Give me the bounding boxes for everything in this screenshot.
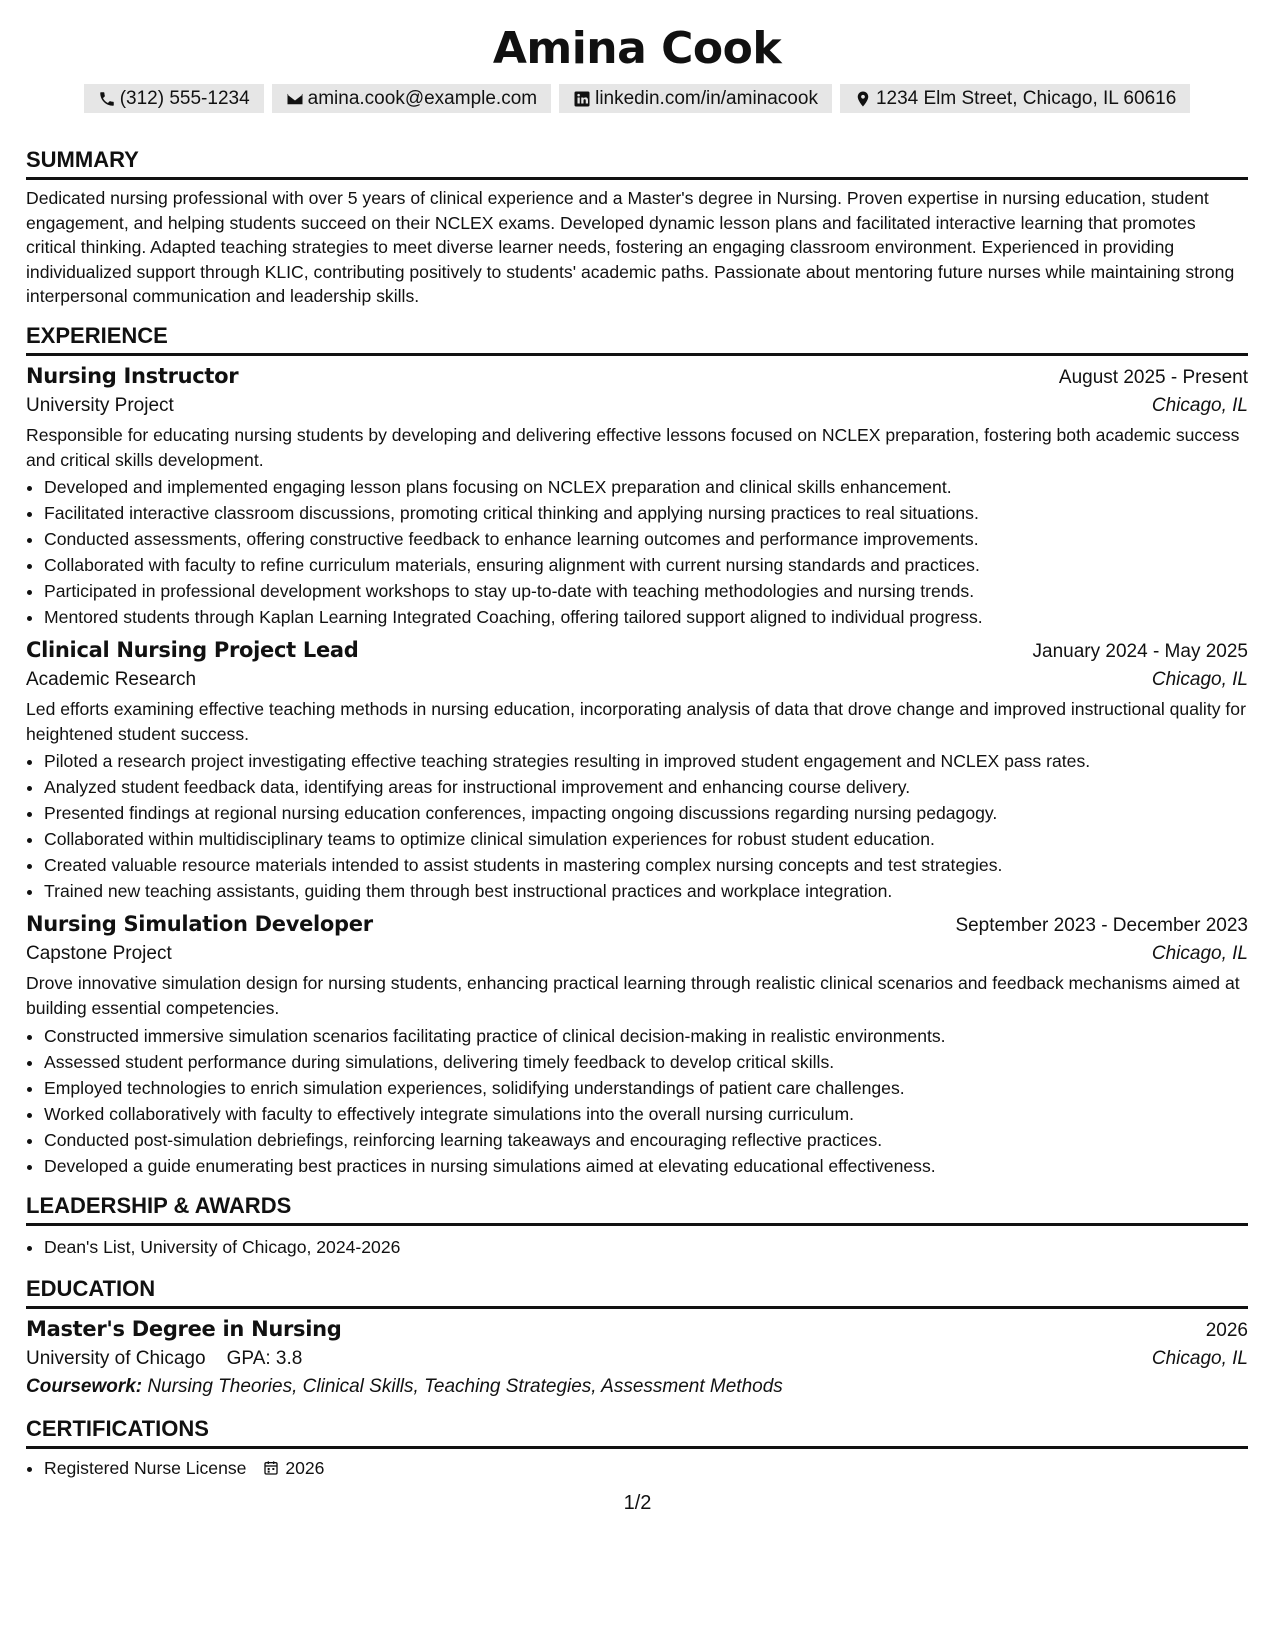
list-item: • Participated in professional development workshops to stay up-to-date with teaching methodologies and nursing trends. <box>44 578 1248 604</box>
envelope-icon <box>286 90 304 108</box>
education-heading: EDUCATION <box>26 1276 1248 1309</box>
job-organization: Capstone Project <box>26 943 172 965</box>
calendar-icon <box>263 1460 279 1476</box>
coursework <box>26 1376 1248 1398</box>
address-text: 1234 Elm Street, Chicago, IL 60616 <box>875 88 1177 109</box>
job-title: Nursing Simulation Developer <box>26 912 373 937</box>
contact-email[interactable] <box>272 84 551 113</box>
school-location: Chicago, IL <box>1151 1347 1248 1369</box>
list-item: • Assessed student performance during simulations, delivering timely feedback to develop critical skills. <box>44 1049 1248 1075</box>
job-location: Chicago, IL <box>1151 943 1248 965</box>
certification-date: 2026 <box>285 1457 325 1478</box>
list-item: • Trained new teaching assistants, guiding them through best instructional practices and workplace integration. <box>44 878 1248 904</box>
leadership-heading: LEADERSHIP & AWARDS <box>26 1193 1248 1226</box>
leadership-list <box>26 1234 1248 1260</box>
job-location: Chicago, IL <box>1151 394 1248 416</box>
list-item: • Facilitated interactive classroom discussions, promoting critical thinking and applying nursing practices to real situations. <box>44 500 1248 526</box>
contact-phone <box>84 84 264 113</box>
job-date: August 2025 - Present <box>1058 366 1248 388</box>
job-location: Chicago, IL <box>1151 669 1248 691</box>
degree-title: Master's Degree in Nursing <box>26 1316 342 1341</box>
certifications-list <box>26 1455 1248 1481</box>
resume-page <box>26 0 1248 1481</box>
job-organization: Academic Research <box>26 669 197 691</box>
summary-heading: SUMMARY <box>26 147 1248 180</box>
coursework-list: Nursing Theories, Clinical Skills, Teaching Strategies, Assessment Methods <box>147 1375 783 1397</box>
list-item: • Conducted post-simulation debriefings, reinforcing learning takeaways and encouraging reflective practices. <box>44 1127 1248 1153</box>
list-item: • Developed a guide enumerating best practices in nursing simulations aimed at elevating educational effectiveness. <box>44 1153 1248 1179</box>
job-bullets <box>26 1023 1248 1179</box>
summary-text: Dedicated nursing professional with over 5 years of clinical experience and a Master's degree in Nursing. Proven expertise in nursing education, student engagement, and helping students succeed on their NCLEX exams. Developed dynamic lesson plans and facilitated interactive learning that promotes critical thinking. Adapted teaching strategies to meet diverse learner needs, fostering an engaging classroom environment. Experienced in providing individualized support through KLIC, contributing positively to students' academic paths. Passionate about mentoring future nurses while maintaining strong interpersonal communication and leadership skills. <box>26 188 1235 307</box>
job-bullets <box>26 748 1248 904</box>
list-item: • Presented findings at regional nursing education conferences, impacting ongoing discussions regarding nursing pedagogy. <box>44 800 1248 826</box>
contact-address <box>840 84 1190 113</box>
job-description: Drove innovative simulation design for nursing students, enhancing practical learning through realistic clinical scenarios and feedback mechanisms aimed at building essential competencies. <box>26 973 1240 1018</box>
contact-bar <box>26 84 1248 113</box>
page-number: 1/2 <box>623 1492 652 1514</box>
job-entry <box>26 912 1248 1178</box>
list-item: • Developed and implemented engaging lesson plans focusing on NCLEX preparation and clinical skills enhancement. <box>44 474 1248 500</box>
email-text: amina.cook@example.com <box>307 88 538 109</box>
job-organization: University Project <box>26 394 174 416</box>
linkedin-text: linkedin.com/in/aminacook <box>595 88 818 109</box>
list-item <box>44 1455 1248 1481</box>
job-bullets <box>26 474 1248 630</box>
gpa: GPA: 3.8 <box>226 1347 303 1369</box>
list-item: • Conducted assessments, offering constructive feedback to enhance learning outcomes and performance improvements. <box>44 526 1248 552</box>
phone-text: (312) 555-1234 <box>119 88 250 109</box>
certification-name: • Registered Nurse License <box>44 1457 247 1478</box>
contact-linkedin[interactable] <box>559 84 832 113</box>
job-description: Led efforts examining effective teaching methods in nursing education, incorporating analysis of data that drove change and improved instructional quality for heightened student success. <box>26 699 1246 744</box>
job-date: September 2023 - December 2023 <box>955 915 1248 937</box>
list-item: • Constructed immersive simulation scenarios facilitating practice of clinical decision-making in realistic environments. <box>44 1023 1248 1049</box>
coursework-label: Coursework: <box>26 1375 143 1397</box>
job-title: Clinical Nursing Project Lead <box>26 638 359 663</box>
job-date: January 2024 - May 2025 <box>1032 641 1248 663</box>
certifications-heading: CERTIFICATIONS <box>26 1416 1248 1449</box>
job-entry <box>26 638 1248 904</box>
list-item: • Mentored students through Kaplan Learning Integrated Coaching, offering tailored support aligned to individual progress. <box>44 604 1248 630</box>
list-item: • Employed technologies to enrich simulation experiences, solidifying understandings of patient care challenges. <box>44 1075 1248 1101</box>
linkedin-icon <box>573 90 591 108</box>
list-item: • Dean's List, University of Chicago, 2024-2026 <box>44 1234 1248 1260</box>
map-pin-icon <box>854 90 872 108</box>
list-item: • Piloted a research project investigating effective teaching strategies resulting in improved student engagement and NCLEX pass rates. <box>44 748 1248 774</box>
phone-icon <box>98 90 116 108</box>
list-item: • Collaborated within multidisciplinary teams to optimize clinical simulation experiences for robust student education. <box>44 826 1248 852</box>
experience-heading: EXPERIENCE <box>26 323 1248 356</box>
list-item: • Collaborated with faculty to refine curriculum materials, ensuring alignment with current nursing standards and practices. <box>44 552 1248 578</box>
job-description: Responsible for educating nursing students by developing and delivering effective lessons focused on NCLEX preparation, fostering both academic success and critical skills development. <box>26 424 1240 470</box>
candidate-name: Amina Cook <box>492 23 782 74</box>
school-name: University of Chicago <box>26 1347 206 1369</box>
list-item: • Worked collaboratively with faculty to effectively integrate simulations into the overall nursing curriculum. <box>44 1101 1248 1127</box>
job-entry <box>26 364 1248 630</box>
list-item: • Analyzed student feedback data, identifying areas for instructional improvement and enhancing course delivery. <box>44 774 1248 800</box>
job-title: Nursing Instructor <box>26 363 239 388</box>
graduation-year: 2026 <box>1205 1319 1248 1341</box>
list-item: • Created valuable resource materials intended to assist students in mastering complex nursing concepts and test strategies. <box>44 852 1248 878</box>
